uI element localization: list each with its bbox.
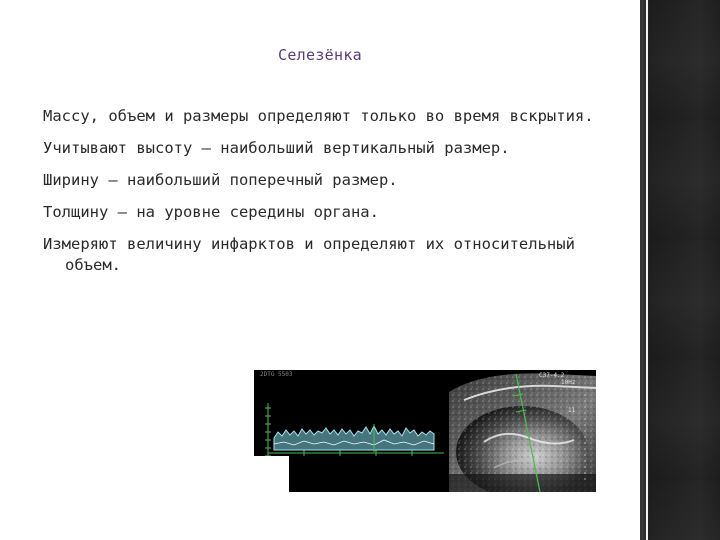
side-bar-sheen bbox=[650, 0, 720, 540]
image-header-right-1: C37-4.2 bbox=[539, 372, 565, 379]
list-item: Измеряют величину инфарктов и определяют их относительный объем. bbox=[43, 235, 575, 274]
image-header-right-2: 10Hz bbox=[561, 379, 576, 386]
list-item: Толщину – на уровне середины органа. bbox=[43, 203, 379, 221]
bullet-list bbox=[43, 106, 623, 287]
image-header-left: 2DTG 5503 bbox=[260, 371, 293, 378]
list-item: Массу, объем и размеры определяют только во время вскрытия. bbox=[43, 107, 594, 125]
bmode-panel bbox=[449, 373, 596, 492]
decorative-side-bar bbox=[640, 0, 720, 540]
list-item: Ширину – наибольший поперечный размер. bbox=[43, 171, 398, 189]
list-item: Учитывают высоту – наибольший вертикальный размер. bbox=[43, 139, 510, 157]
ultrasound-image bbox=[254, 370, 596, 492]
side-bar-stripe bbox=[646, 0, 648, 540]
scale-mark: 11 bbox=[568, 407, 576, 414]
slide-title: Селезёнка bbox=[278, 46, 362, 64]
